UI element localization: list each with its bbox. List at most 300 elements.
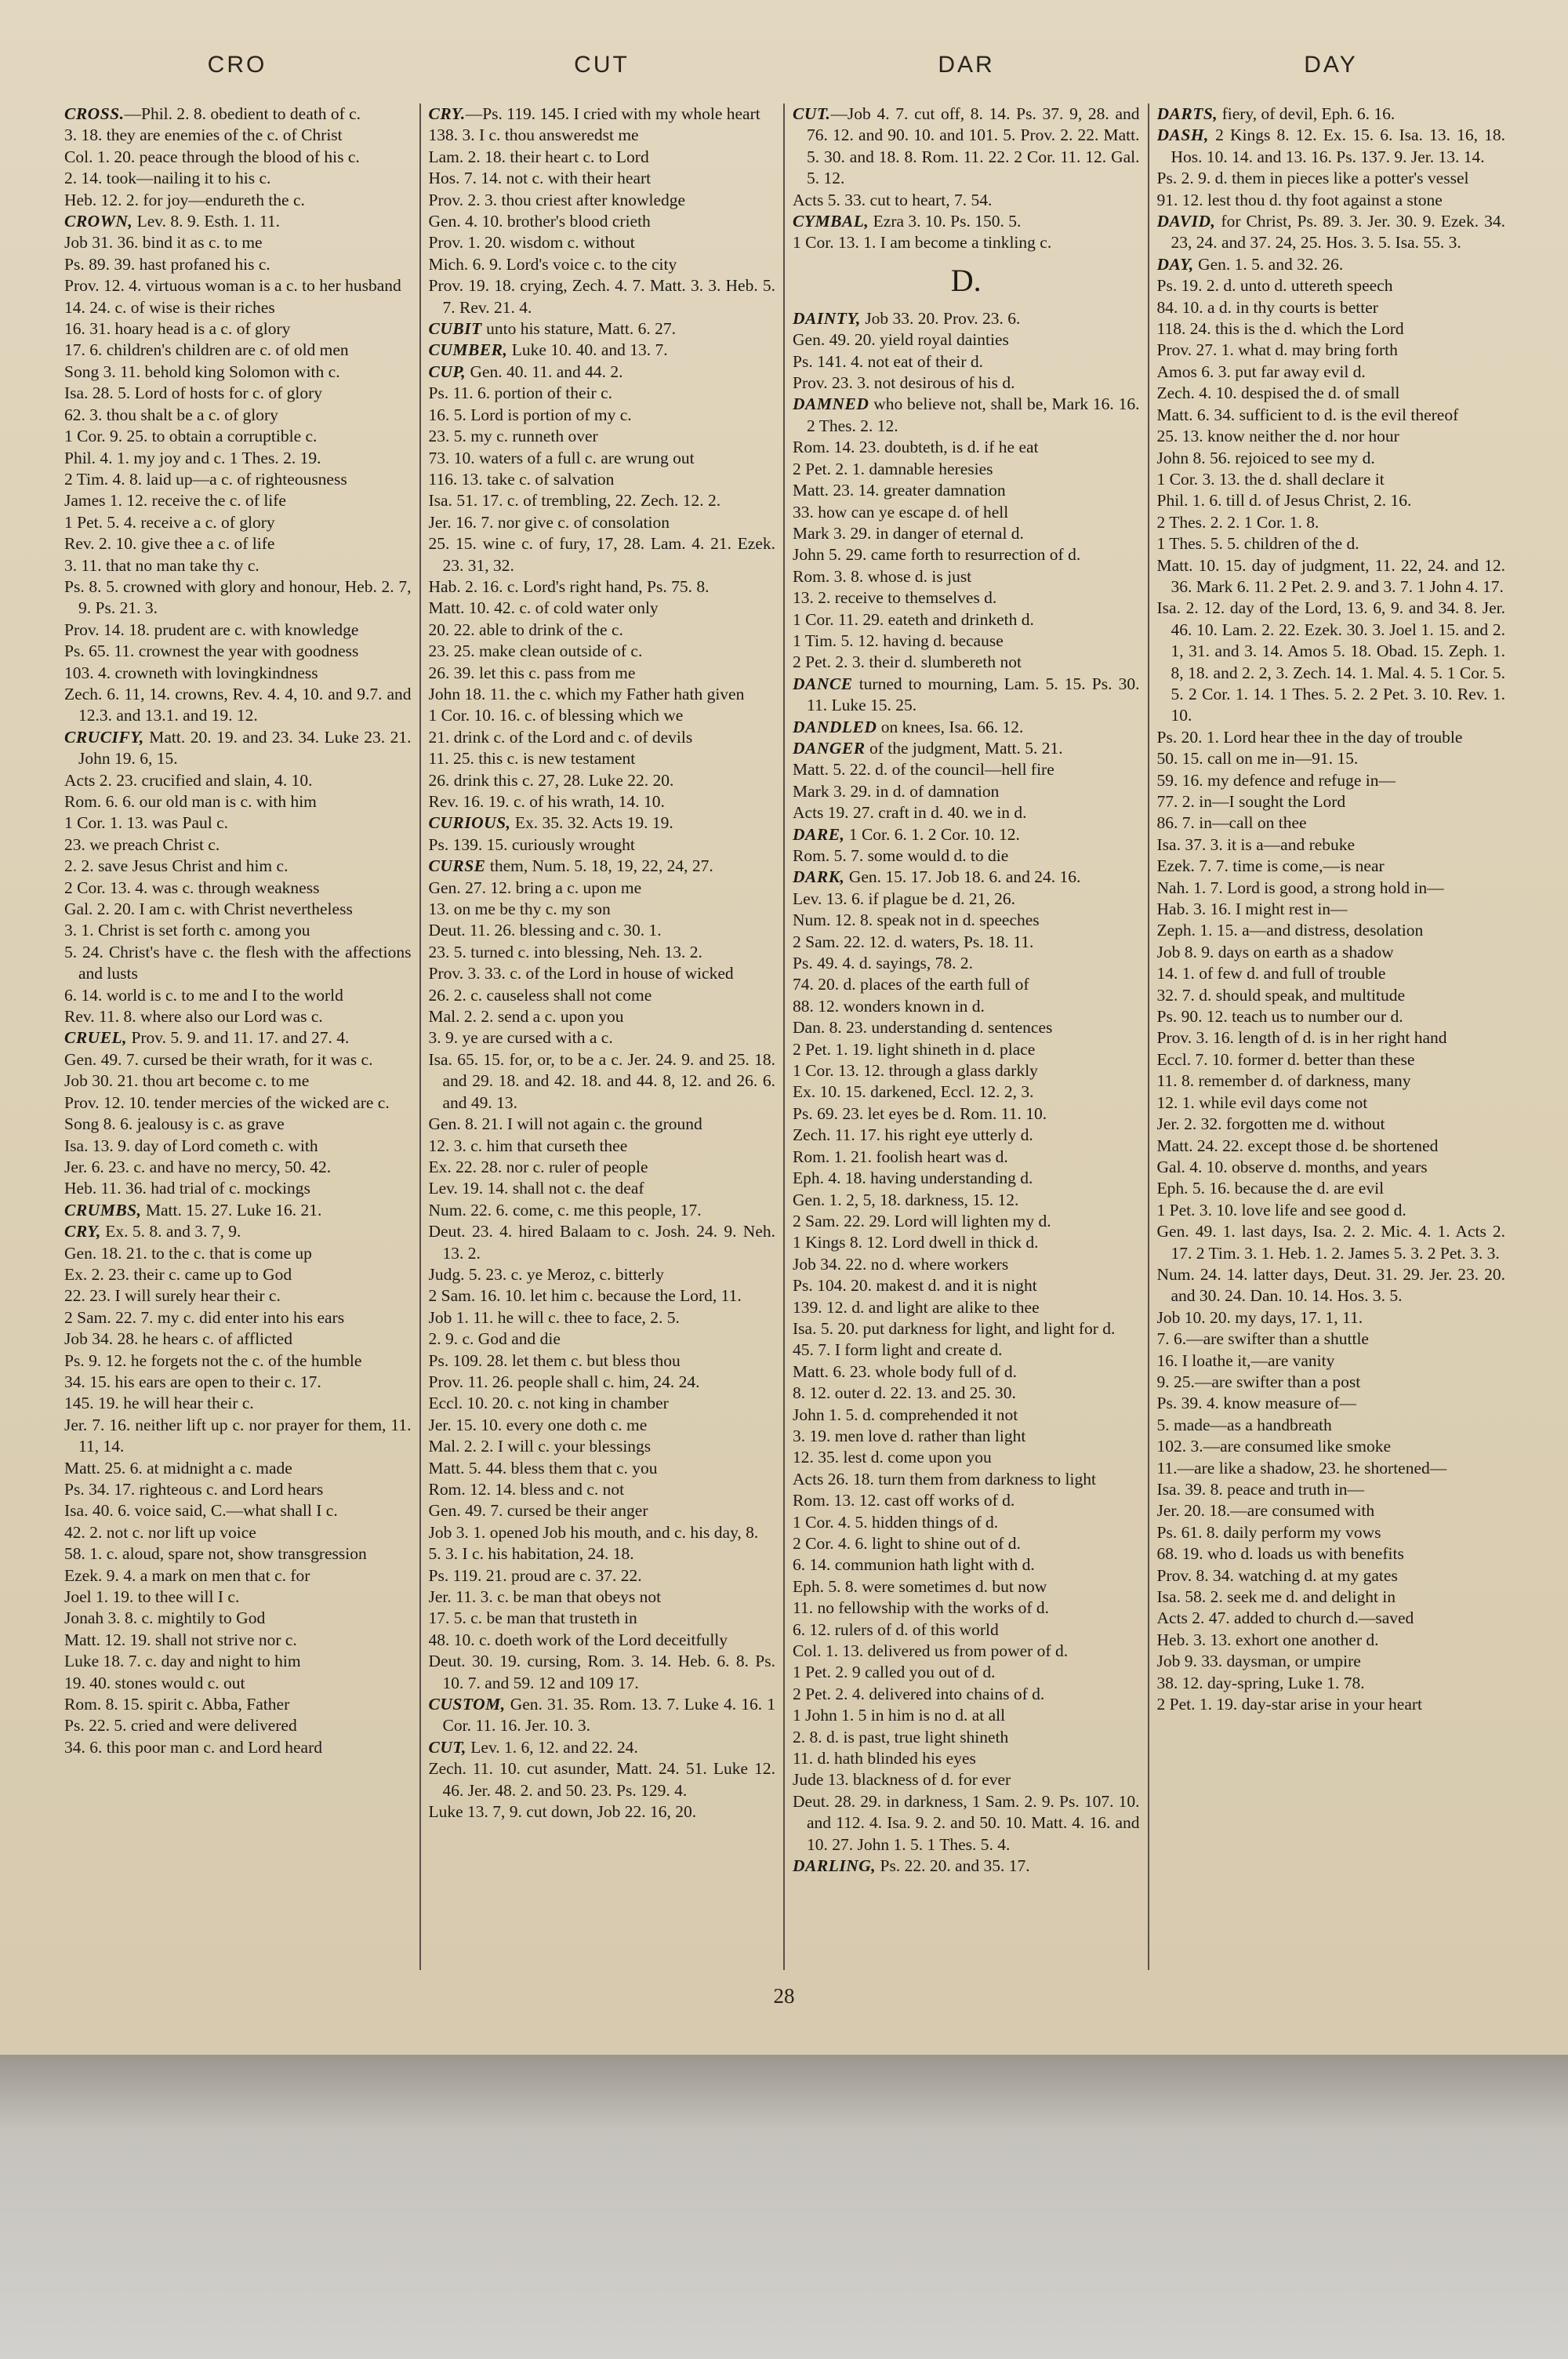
- reference-line: [1157, 1415, 1506, 1436]
- reference-line: [1157, 598, 1506, 726]
- headword-entry: [793, 674, 1140, 717]
- entry-text: 19. 40. stones would c. out: [64, 1673, 245, 1692]
- reference-line: [429, 383, 776, 404]
- entry-text: 13. 2. receive to themselves d.: [793, 588, 997, 608]
- reference-line: [429, 1458, 776, 1479]
- headword: CRY,: [64, 1222, 101, 1241]
- reference-line: [1157, 512, 1506, 533]
- entry-text: Rom. 8. 15. spirit c. Abba, Father: [64, 1695, 290, 1714]
- entry-text: 21. drink c. of the Lord and c. of devils: [428, 727, 693, 747]
- entry-text: Lam. 2. 18. their heart c. to Lord: [428, 147, 649, 166]
- reference-line: [793, 1426, 1140, 1447]
- entry-text: Zech. 11. 17. his right eye utterly d.: [793, 1125, 1033, 1145]
- entry-text: Prov. 12. 10. tender mercies of the wicked are c.: [64, 1092, 390, 1112]
- reference-line: [64, 340, 412, 361]
- reference-line: [1157, 1264, 1506, 1307]
- reference-line: [64, 1522, 412, 1543]
- entry-text: 91. 12. lest thou d. thy foot against a stone: [1156, 190, 1443, 209]
- entry-text: 62. 3. thou shalt be a c. of glory: [64, 405, 278, 424]
- entry-text: 12. 3. c. him that curseth thee: [428, 1136, 628, 1155]
- reference-line: [429, 899, 776, 920]
- reference-line: [64, 1070, 412, 1092]
- headword: CRY.: [428, 104, 466, 123]
- reference-line: [429, 620, 776, 641]
- entry-text: Jer. 15. 10. every one doth c. me: [428, 1415, 648, 1434]
- reference-line: [793, 1081, 1140, 1103]
- reference-line: [793, 1447, 1140, 1468]
- reference-line: [64, 684, 412, 727]
- entry-text: 14. 24. c. of wise is their riches: [64, 297, 275, 317]
- reference-line: [64, 1565, 412, 1587]
- reference-line: [793, 587, 1140, 609]
- entry-text: Rom. 13. 12. cast off works of d.: [793, 1491, 1015, 1510]
- reference-line: [793, 1533, 1140, 1554]
- reference-line: [793, 652, 1140, 673]
- entry-text: Jude 13. blackness of d. for ever: [793, 1770, 1011, 1790]
- headword: CURSE: [428, 856, 486, 876]
- entry-text: 1 Cor. 6. 1. 2 Cor. 10. 12.: [844, 824, 1020, 844]
- entry-text: Isa. 13. 9. day of Lord cometh c. with: [64, 1136, 318, 1155]
- reference-line: [1157, 985, 1506, 1006]
- entry-text: 1 Cor. 13. 1. I am become a tinkling c.: [793, 233, 1052, 253]
- reference-line: [793, 1297, 1140, 1318]
- entry-text: 12. 35. lest d. come upon you: [793, 1448, 992, 1467]
- reference-line: [429, 1264, 776, 1285]
- reference-line: [793, 1361, 1140, 1383]
- entry-text: Matt. 20. 19. and 23. 34. Luke 23. 21. John 19. 6, 15.: [78, 727, 412, 769]
- headword: DARLING,: [793, 1856, 877, 1876]
- entry-text: Prov. 12. 4. virtuous woman is a c. to her husband: [64, 276, 401, 296]
- reference-line: [429, 878, 776, 899]
- entry-text: Job 1. 11. he will c. thee to face, 2. 5.: [428, 1307, 680, 1327]
- entry-text: Nah. 1. 7. Lord is good, a strong hold in—: [1156, 878, 1444, 897]
- entry-text: Zech. 11. 10. cut asunder, Matt. 24. 51. Luke 12. 46. Jer. 48. 2. and 50. 23. Ps. 129. 4.: [428, 1759, 775, 1800]
- reference-line: [1157, 1114, 1506, 1135]
- entry-text: Matt. 15. 27. Luke 16. 21.: [141, 1200, 322, 1219]
- reference-line: [64, 1393, 412, 1414]
- entry-text: Isa. 37. 3. it is a—and rebuke: [1156, 834, 1356, 854]
- entry-text: 11. d. hath blinded his eyes: [793, 1749, 976, 1768]
- running-header: [55, 52, 1513, 78]
- entry-text: Zeph. 1. 15. a—and distress, desolation: [1156, 921, 1424, 940]
- entry-text: Matt. 10. 15. day of judgment, 11. 22, 24. and 12. 36. Mark 6. 11. 2 Pet. 2. 9. and 3. 7. 1 John 4. 17.: [1156, 555, 1505, 596]
- entry-text: unto his stature, Matt. 6. 27.: [481, 319, 676, 339]
- reference-line: [793, 845, 1140, 867]
- entry-text: Deut. 11. 26. blessing and c. 30. 1.: [428, 921, 662, 940]
- reference-line: [429, 834, 776, 856]
- headword-entry: [429, 856, 776, 877]
- entry-text: Deut. 23. 4. hired Balaam to c. Josh. 24. 9. Neh. 13. 2.: [428, 1222, 775, 1263]
- reference-line: [1157, 1092, 1506, 1114]
- headword: DASH,: [1156, 125, 1209, 145]
- reference-line: [793, 1684, 1140, 1705]
- reference-line: [64, 147, 412, 168]
- entry-text: Ps. 90. 12. teach us to number our d.: [1156, 1007, 1403, 1027]
- entry-text: Phil. 4. 1. my joy and c. 1 Thes. 2. 19.: [64, 448, 321, 467]
- entry-text: John 5. 29. came forth to resurrection of d.: [793, 545, 1081, 565]
- entry-text: Eccl. 10. 20. c. not king in chamber: [428, 1394, 669, 1413]
- reference-line: [64, 512, 412, 533]
- reference-line: [64, 1587, 412, 1608]
- reference-line: [793, 802, 1140, 823]
- headword: DANCE: [793, 674, 853, 693]
- entry-text: Gal. 4. 10. observe d. months, and years: [1156, 1157, 1428, 1176]
- entry-text: Job 33. 20. Prov. 23. 6.: [860, 308, 1021, 328]
- reference-line: [793, 1339, 1140, 1361]
- entry-text: Gen. 1. 5. and 32. 26.: [1193, 254, 1344, 274]
- entry-text: 23. 5. turned c. into blessing, Neh. 13. 2.: [428, 942, 702, 961]
- entry-text: 2 Sam. 22. 7. my c. did enter into his ears: [64, 1307, 345, 1327]
- entry-text: 7. 6.—are swifter than a shuttle: [1156, 1329, 1369, 1349]
- reference-line: [1157, 533, 1506, 554]
- entry-text: them, Num. 5. 18, 19, 22, 24, 27.: [485, 856, 713, 876]
- entry-text: Hab. 2. 16. c. Lord's right hand, Ps. 75. 8.: [428, 576, 710, 596]
- headword-entry: [1157, 125, 1506, 168]
- entry-text: Jonah 3. 8. c. mightily to God: [64, 1608, 266, 1628]
- reference-line: [1157, 770, 1506, 791]
- entry-text: 45. 7. I form light and create d.: [793, 1340, 1003, 1360]
- reference-line: [1157, 1049, 1506, 1070]
- reference-line: [429, 1200, 776, 1221]
- reference-line: [429, 1285, 776, 1307]
- headword-entry: [64, 727, 412, 770]
- reference-line: [64, 1092, 412, 1114]
- entry-text: 12. 1. while evil days come not: [1156, 1092, 1368, 1112]
- reference-line: [1157, 275, 1506, 296]
- entry-text: Rom. 1. 21. foolish heart was d.: [793, 1147, 1008, 1166]
- headword-entry: [793, 394, 1140, 437]
- entry-text: Prov. 3. 16. length of d. is in her right hand: [1156, 1028, 1447, 1048]
- entry-text: Ps. 9. 12. he forgets not the c. of the humble: [64, 1350, 362, 1370]
- reference-line: [429, 1436, 776, 1457]
- reference-line: [1157, 1372, 1506, 1393]
- reference-line: [429, 684, 776, 705]
- entry-text: Ps. 8. 5. crowned with glory and honour, Heb. 2. 7, 9. Ps. 21. 3.: [64, 576, 412, 618]
- reference-line: [64, 1630, 412, 1651]
- reference-line: [1157, 899, 1506, 920]
- reference-line: [64, 1264, 412, 1285]
- reference-line: [1157, 1651, 1506, 1672]
- entry-text: 23. we preach Christ c.: [64, 834, 220, 854]
- entry-text: Ps. 89. 39. hast profaned his c.: [64, 254, 270, 274]
- reference-line: [64, 1479, 412, 1500]
- headword: CROWN,: [64, 212, 133, 231]
- entry-text: 74. 20. d. places of the earth full of: [793, 975, 1029, 994]
- reference-line: [793, 232, 1140, 253]
- reference-line: [64, 448, 412, 469]
- reference-line: [64, 254, 412, 275]
- reference-line: [64, 1415, 412, 1458]
- reference-line: [1157, 168, 1506, 189]
- reference-line: [793, 1211, 1140, 1232]
- entry-text: 6. 14. world is c. to me and I to the world: [64, 985, 343, 1005]
- reference-line: [793, 1598, 1140, 1619]
- entry-text: Acts 2. 47. added to church d.—saved: [1156, 1608, 1414, 1628]
- entry-text: Ps. 2. 9. d. them in pieces like a potter's vessel: [1156, 169, 1469, 188]
- entry-text: Prov. 2. 3. thou criest after knowledge: [428, 190, 686, 209]
- reference-line: [64, 1329, 412, 1350]
- reference-line: [64, 1651, 412, 1672]
- reference-line: [64, 1458, 412, 1479]
- reference-line: [64, 383, 412, 404]
- entry-text: 3. 1. Christ is set forth c. among you: [64, 921, 310, 940]
- reference-line: [429, 448, 776, 469]
- entry-text: Lev. 8. 9. Esth. 1. 11.: [132, 212, 280, 231]
- reference-line: [1157, 1006, 1506, 1027]
- reference-line: [64, 1285, 412, 1307]
- entry-text: 1 Thes. 5. 5. children of the d.: [1156, 534, 1359, 554]
- reference-line: [793, 1705, 1140, 1726]
- entry-text: Eph. 5. 8. were sometimes d. but now: [793, 1576, 1047, 1596]
- reference-line: [1157, 942, 1506, 963]
- reference-line: [429, 490, 776, 511]
- headword-entry: [64, 1200, 412, 1221]
- entry-text: Col. 1. 13. delivered us from power of d.: [793, 1641, 1069, 1661]
- headword: DARK,: [793, 867, 845, 887]
- entry-text: 17. 5. c. be man that trusteth in: [428, 1608, 637, 1628]
- entry-text: 23. 25. make clean outside of c.: [428, 642, 643, 661]
- entry-text: Ex. 5. 8. and 3. 7, 9.: [100, 1222, 241, 1241]
- entry-text: 2. 9. c. God and die: [428, 1329, 561, 1349]
- reference-line: [429, 211, 776, 232]
- reference-line: [1157, 1673, 1506, 1694]
- reference-line: [793, 329, 1140, 351]
- entry-text: 1 Kings 8. 12. Lord dwell in thick d.: [793, 1233, 1039, 1252]
- reference-line: [64, 1608, 412, 1629]
- entry-text: Ezra 3. 10. Ps. 150. 5.: [869, 212, 1022, 231]
- entry-text: Mark 3. 29. in d. of damnation: [793, 781, 1000, 801]
- reference-line: [793, 1469, 1140, 1490]
- column-3: [793, 104, 1149, 1970]
- headword: CROSS.: [64, 104, 125, 123]
- reference-line: [793, 1791, 1140, 1856]
- entry-text: Acts 2. 23. crucified and slain, 4. 10.: [64, 770, 313, 790]
- entry-text: 145. 19. he will hear their c.: [64, 1394, 254, 1413]
- entry-text: 26. 2. c. causeless shall not come: [428, 985, 652, 1005]
- reference-line: [793, 759, 1140, 780]
- page-number: 28: [773, 1984, 795, 2008]
- entry-text: Matt. 10. 42. c. of cold water only: [428, 598, 659, 618]
- header-word-2: CUT: [574, 52, 630, 78]
- entry-text: turned to mourning, Lam. 5. 15. Ps. 30. 11. Luke 15. 25.: [807, 674, 1140, 715]
- reference-line: [429, 1049, 776, 1114]
- entry-text: Gal. 2. 20. I am c. with Christ nevertheless: [64, 900, 353, 919]
- entry-text: 2 Pet. 1. 19. light shineth in d. place: [793, 1039, 1036, 1059]
- reference-line: [64, 190, 412, 211]
- reference-line: [64, 834, 412, 856]
- reference-line: [1157, 1565, 1506, 1587]
- entry-text: 1 Cor. 9. 25. to obtain a corruptible c.: [64, 427, 318, 446]
- entry-text: 138. 3. I c. thou answeredst me: [428, 125, 639, 145]
- reference-line: [64, 1543, 412, 1565]
- reference-line: [1157, 856, 1506, 877]
- headword-entry: [793, 104, 1140, 190]
- entry-text: Gen. 49. 7. cursed be their wrath, for it was c.: [64, 1049, 373, 1069]
- entry-text: Job 34. 28. he hears c. of afflicted: [64, 1329, 292, 1349]
- entry-text: 32. 7. d. should speak, and multitude: [1156, 985, 1405, 1005]
- reference-line: [429, 920, 776, 941]
- reference-line: [64, 1673, 412, 1694]
- reference-line: [64, 555, 412, 576]
- entry-text: 23. 5. my c. runneth over: [428, 427, 598, 446]
- reference-line: [1157, 383, 1506, 404]
- reference-line: [429, 1801, 776, 1823]
- entry-text: fiery, of devil, Eph. 6. 16.: [1218, 104, 1396, 123]
- entry-text: Luke 18. 7. c. day and night to him: [64, 1652, 301, 1671]
- reference-line: [1157, 1329, 1506, 1350]
- headword: CRUCIFY,: [64, 727, 144, 747]
- reference-line: [1157, 1587, 1506, 1608]
- reference-line: [793, 566, 1140, 587]
- reference-line: [429, 168, 776, 189]
- entry-text: 2 Sam. 16. 10. let him c. because the Lord, 11.: [428, 1286, 742, 1306]
- entry-text: 1 Tim. 5. 12. having d. because: [793, 631, 1004, 650]
- headword-entry: [64, 1221, 412, 1242]
- entry-text: Num. 12. 8. speak not in d. speeches: [793, 911, 1040, 930]
- entry-text: Mal. 2. 2. I will c. your blessings: [428, 1437, 652, 1456]
- entry-text: 3. 18. they are enemies of the c. of Christ: [64, 125, 343, 145]
- reference-line: [429, 963, 776, 984]
- entry-text: Zech. 6. 11, 14. crowns, Rev. 4. 4, 10. and 9.7. and 12.3. and 13.1. and 19. 12.: [64, 684, 412, 725]
- entry-text: Ps. 119. 21. proud are c. 37. 22.: [428, 1565, 642, 1585]
- entry-text: 2. 14. took—nailing it to his c.: [64, 169, 271, 188]
- reference-line: [1157, 1479, 1506, 1500]
- entry-text: for Christ, Ps. 89. 3. Jer. 30. 9. Ezek. 34. 23, 24. and 37. 24, 25. Hos. 3. 5. Isa. 55. 3.: [1171, 212, 1505, 253]
- reference-line: [793, 1125, 1140, 1146]
- reference-line: [793, 1641, 1140, 1662]
- reference-line: [64, 1307, 412, 1329]
- headword-entry: [429, 104, 776, 125]
- reference-line: [64, 1372, 412, 1393]
- reference-line: [64, 168, 412, 189]
- entry-text: Isa. 58. 2. seek me d. and delight in: [1156, 1587, 1396, 1607]
- entry-text: 38. 12. day-spring, Luke 1. 78.: [1156, 1673, 1365, 1692]
- entry-text: Acts 19. 27. craft in d. 40. we in d.: [793, 803, 1027, 823]
- entry-text: Amos 6. 3. put far away evil d.: [1156, 362, 1366, 381]
- reference-line: [64, 1694, 412, 1715]
- reference-line: [1157, 727, 1506, 748]
- reference-line: [429, 1651, 776, 1694]
- entry-text: Matt. 5. 44. bless them that c. you: [428, 1458, 658, 1478]
- entry-text: Lev. 1. 6, 12. and 22. 24.: [466, 1737, 638, 1757]
- entry-text: —Job 4. 7. cut off, 8. 14. Ps. 37. 9, 28. and 76. 12. and 90. 10. and 101. 5. Prov. 2. 22. Matt. 5. 30. and 18. 8. Rom. 11. 22. 2 Cor. 11. 12. Gal. 5. 12.: [807, 104, 1140, 188]
- headword-entry: [1157, 104, 1506, 125]
- reference-line: [793, 1769, 1140, 1790]
- entry-text: Jer. 16. 7. nor give c. of consolation: [428, 512, 670, 532]
- headword-entry: [429, 362, 776, 383]
- entry-text: Ex. 10. 15. darkened, Eccl. 12. 2, 3.: [793, 1082, 1034, 1102]
- entry-text: 116. 13. take c. of salvation: [428, 469, 615, 489]
- reference-line: [64, 878, 412, 899]
- entry-text: Mark 3. 29. in danger of eternal d.: [793, 523, 1024, 543]
- reference-line: [429, 125, 776, 146]
- entry-text: Ps. 104. 20. makest d. and it is night: [793, 1276, 1037, 1296]
- reference-line: [64, 469, 412, 490]
- reference-line: [793, 1147, 1140, 1168]
- entry-text: 139. 12. d. and light are alike to thee: [793, 1297, 1040, 1317]
- entry-text: 11.—are like a shadow, 23. he shortened—: [1156, 1458, 1447, 1478]
- reference-line: [429, 1157, 776, 1178]
- entry-text: Isa. 40. 6. voice said, C.—what shall I c.: [64, 1501, 338, 1521]
- headword-entry: [793, 717, 1140, 738]
- reference-line: [1157, 1350, 1506, 1372]
- entry-text: 73. 10. waters of a full c. are wrung out: [428, 448, 695, 467]
- reference-line: [1157, 834, 1506, 856]
- entry-text: 20. 22. able to drink of the c.: [428, 620, 623, 639]
- headword-entry: [64, 1027, 412, 1049]
- reference-line: [429, 1372, 776, 1393]
- reference-line: [429, 533, 776, 576]
- entry-text: 2 Thes. 2. 2. 1 Cor. 1. 8.: [1156, 512, 1319, 532]
- reference-line: [793, 910, 1140, 931]
- reference-line: [1157, 490, 1506, 511]
- entry-text: Gen. 1. 2, 5, 18. darkness, 15. 12.: [793, 1190, 1019, 1209]
- reference-line: [429, 1500, 776, 1521]
- reference-line: [64, 405, 412, 426]
- entry-text: 34. 15. his ears are open to their c. 17.: [64, 1372, 321, 1391]
- headword-entry: [793, 738, 1140, 759]
- reference-line: [793, 523, 1140, 544]
- reference-line: [793, 974, 1140, 995]
- entry-text: Ps. 11. 6. portion of their c.: [428, 383, 612, 403]
- entry-text: Isa. 5. 20. put darkness for light, and light for d.: [793, 1318, 1116, 1338]
- headword: CURIOUS,: [428, 813, 511, 833]
- headword-entry: [429, 1694, 776, 1737]
- entry-text: 6. 12. rulers of d. of this world: [793, 1619, 999, 1639]
- headword: DAMNED: [793, 394, 869, 414]
- entry-text: 3. 11. that no man take thy c.: [64, 555, 260, 575]
- entry-text: Col. 1. 20. peace through the blood of his c.: [64, 147, 360, 166]
- reference-line: [793, 1190, 1140, 1211]
- entry-text: 25. 15. wine c. of fury, 17, 28. Lam. 4. 21. Ezek. 23. 31, 32.: [428, 534, 775, 575]
- reference-line: [429, 576, 776, 598]
- headword: DANDLED: [793, 717, 877, 736]
- reference-line: [793, 1318, 1140, 1339]
- reference-line: [1157, 1630, 1506, 1651]
- reference-line: [429, 254, 776, 275]
- entry-text: 2 Tim. 4. 8. laid up—a c. of righteousness: [64, 469, 347, 489]
- entry-text: Rev. 11. 8. where also our Lord was c.: [64, 1007, 323, 1027]
- headword: CUP,: [428, 362, 466, 381]
- entry-text: Jer. 6. 23. c. and have no mercy, 50. 42.: [64, 1157, 332, 1176]
- entry-text: Gen. 40. 11. and 44. 2.: [466, 362, 623, 381]
- entry-text: 17. 6. children's children are c. of old men: [64, 340, 349, 360]
- entry-text: 1 John 1. 5 in him is no d. at all: [793, 1706, 1006, 1725]
- entry-text: Ps. 65. 11. crownest the year with goodness: [64, 642, 359, 661]
- reference-line: [1157, 555, 1506, 598]
- reference-line: [64, 318, 412, 340]
- background-surface: [0, 2055, 1568, 2359]
- reference-line: [1157, 1157, 1506, 1178]
- entry-text: Ex. 2. 23. their c. came up to God: [64, 1264, 292, 1284]
- reference-line: [1157, 469, 1506, 490]
- entry-text: Heb. 11. 36. had trial of c. mockings: [64, 1179, 310, 1198]
- entry-text: Rom. 3. 8. whose d. is just: [793, 566, 972, 586]
- entry-text: James 1. 12. receive the c. of life: [64, 491, 286, 511]
- reference-line: [1157, 1543, 1506, 1565]
- reference-line: [793, 1232, 1140, 1253]
- entry-text: Ps. 22. 20. and 35. 17.: [876, 1856, 1030, 1876]
- header-word-3: DAR: [938, 52, 995, 78]
- entry-text: Jer. 7. 16. neither lift up c. nor prayer for them, 11. 11, 14.: [64, 1415, 412, 1456]
- entry-text: Ps. 49. 4. d. sayings, 78. 2.: [793, 954, 973, 973]
- headword-entry: [429, 340, 776, 361]
- headword: CRUMBS,: [64, 1200, 142, 1219]
- reference-line: [793, 437, 1140, 458]
- entry-text: 59. 16. my defence and refuge in—: [1156, 770, 1396, 790]
- reference-line: [64, 791, 412, 812]
- entry-text: Matt. 6. 34. sufficient to d. is the evil thereof: [1156, 405, 1459, 424]
